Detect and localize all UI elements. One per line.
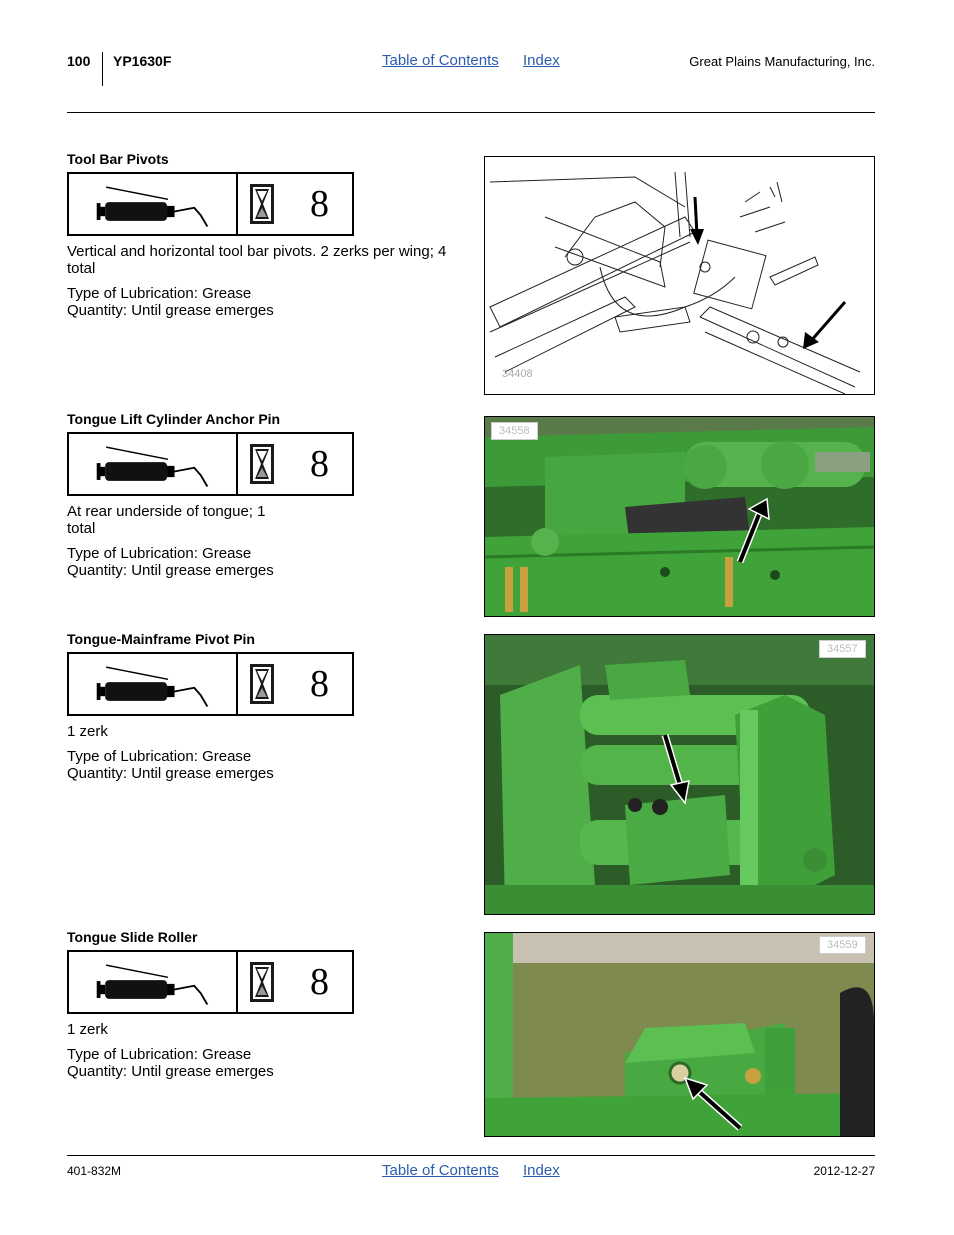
toolbar-pivot-diagram (484, 156, 875, 395)
interval-hours: 8 (310, 183, 329, 225)
section-title: Tongue-Mainframe Pivot Pin (67, 631, 255, 647)
hourglass-icon (250, 962, 274, 1002)
figure-number: 34557 (819, 640, 866, 658)
lube-interval-box (67, 950, 354, 1014)
lube-interval-box (67, 172, 354, 236)
lube-type: Type of Lubrication: Grease (67, 285, 252, 302)
section-title: Tool Bar Pivots (67, 151, 169, 167)
grease-gun-icon (69, 654, 238, 714)
hourglass-icon (250, 184, 274, 224)
figure-number: 34558 (491, 422, 538, 440)
interval-hours: 8 (310, 443, 329, 485)
lube-quantity: Quantity: Until grease emerges (67, 765, 274, 782)
lube-type: Type of Lubrication: Grease (67, 545, 252, 562)
lube-type: Type of Lubrication: Grease (67, 748, 252, 765)
footer-rule (67, 1155, 875, 1156)
company-name: Great Plains Manufacturing, Inc. (689, 54, 875, 69)
header-rule (67, 112, 875, 113)
figure-number: 34559 (819, 936, 866, 954)
section-title: Tongue Slide Roller (67, 929, 198, 945)
toc-link[interactable]: Table of Contents (382, 52, 499, 69)
lube-interval-box (67, 652, 354, 716)
grease-gun-icon (69, 434, 238, 494)
figure-number: 34408 (502, 368, 533, 380)
section-description: 1 zerk (67, 723, 108, 740)
hourglass-icon (250, 444, 274, 484)
lube-quantity: Quantity: Until grease emerges (67, 1063, 274, 1080)
section-description: 1 zerk (67, 1021, 108, 1038)
footer-index-link[interactable]: Index (523, 1162, 560, 1179)
section-description: Vertical and horizontal tool bar pivots. 2 zerks per wing; 4 total (67, 243, 447, 277)
tongue-lift-cylinder-photo (484, 416, 875, 617)
tongue-slide-roller-photo (484, 932, 875, 1137)
grease-gun-icon (69, 174, 238, 234)
section-title: Tongue Lift Cylinder Anchor Pin (67, 411, 281, 427)
interval-hours: 8 (310, 663, 329, 705)
hourglass-icon (250, 664, 274, 704)
lube-type: Type of Lubrication: Grease (67, 1046, 252, 1063)
grease-gun-icon (69, 952, 238, 1012)
section-description: At rear underside of tongue; 1 total (67, 503, 266, 537)
lube-quantity: Quantity: Until grease emerges (67, 302, 274, 319)
model-name: YP1630F (113, 53, 172, 69)
document-number: 401-832M (67, 1164, 122, 1178)
publication-date: 2012-12-27 (813, 1164, 875, 1178)
lube-interval-box (67, 432, 354, 496)
page-number: 100 (67, 53, 91, 69)
lube-quantity: Quantity: Until grease emerges (67, 562, 274, 579)
header-divider (102, 52, 103, 86)
footer-toc-link[interactable]: Table of Contents (382, 1162, 499, 1179)
interval-hours: 8 (310, 961, 329, 1003)
tongue-mainframe-pivot-photo (484, 634, 875, 915)
index-link[interactable]: Index (523, 52, 560, 69)
